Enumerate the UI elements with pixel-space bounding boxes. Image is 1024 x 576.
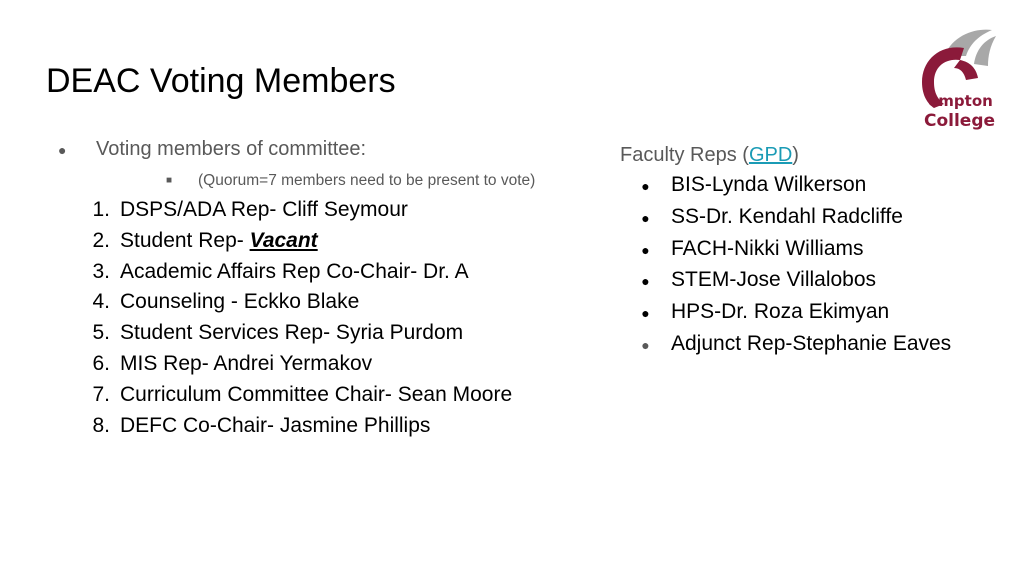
member-item (58, 349, 598, 380)
member-number: 6. (92, 351, 110, 375)
member-text (120, 380, 512, 411)
faculty-rep-item (620, 234, 1010, 266)
member-text (120, 411, 430, 442)
bullet-dot-icon: ● (641, 209, 650, 226)
member-item (58, 318, 598, 349)
bullet-dot-icon: ● (641, 241, 650, 258)
faculty-rep-name: Adjunct Rep-Stephanie Eaves (671, 331, 952, 355)
member-label: DSPS/ADA Rep- Cliff Seymour (120, 198, 408, 221)
member-item (58, 380, 598, 411)
member-item (58, 287, 598, 318)
faculty-reps-list (620, 170, 1010, 361)
faculty-rep-item (620, 329, 1010, 361)
member-item (58, 195, 598, 226)
voting-members-list (58, 195, 598, 441)
member-number: 7. (92, 382, 110, 406)
square-bullet-icon: ■ (166, 175, 173, 186)
faculty-rep-name: HPS-Dr. Roza Ekimyan (671, 300, 890, 324)
member-number: 5. (92, 321, 110, 345)
member-label: Student Services Rep- Syria Purdom (120, 321, 464, 345)
logo-text-line2: College (924, 111, 996, 131)
faculty-rep-name: STEM-Jose Villalobos (671, 268, 877, 292)
member-text (120, 226, 318, 257)
member-number: 8. (92, 413, 110, 437)
member-item (58, 411, 598, 442)
faculty-rep-item (620, 265, 1010, 297)
faculty-rep-item (620, 297, 1010, 329)
member-label: Student Rep- (120, 228, 250, 252)
compton-college-logo (914, 26, 1000, 138)
quorum-note: (Quorum=7 members need to be present to vote) (198, 172, 536, 189)
member-number: 4. (92, 290, 110, 314)
voting-members-bullet (58, 138, 598, 161)
voting-members-section (58, 138, 598, 441)
faculty-rep-item (620, 202, 1010, 234)
member-item (58, 257, 598, 288)
member-label: Counseling - Eckko Blake (120, 290, 360, 314)
bullet-dot-icon: ● (641, 178, 650, 194)
faculty-reps-section (620, 144, 1010, 361)
member-label: DEFC Co-Chair- Jasmine Phillips (120, 413, 431, 437)
faculty-rep-name: BIS-Lynda Wilkerson (671, 173, 867, 196)
bullet-dot-icon: ● (641, 273, 650, 290)
faculty-rep-name: SS-Dr. Kendahl Radcliffe (671, 204, 903, 228)
bullet-dot-icon: ● (641, 305, 650, 322)
member-label: Academic Affairs Rep Co-Chair- Dr. A (120, 259, 469, 283)
bullet-dot-icon: ● (641, 336, 650, 353)
faculty-reps-heading-suffix: ) (792, 144, 799, 166)
member-item (58, 226, 598, 257)
member-number: 3. (92, 259, 110, 283)
member-text (120, 257, 469, 288)
faculty-reps-heading-prefix: Faculty Reps ( (620, 144, 749, 166)
member-label: MIS Rep- Andrei Yermakov (120, 351, 373, 375)
faculty-reps-heading (620, 144, 1010, 167)
bullet-dot-icon: ● (58, 142, 67, 158)
faculty-rep-item (620, 170, 1010, 202)
member-label: Curriculum Committee Chair- Sean Moore (120, 382, 513, 406)
member-text (120, 287, 359, 318)
member-number: 1. (92, 198, 110, 221)
voting-members-label: Voting members of committee: (96, 138, 367, 160)
vacant-label: Vacant (249, 228, 318, 252)
member-text (120, 318, 463, 349)
slide-title: DEAC Voting Members (46, 62, 396, 100)
member-number: 2. (92, 228, 110, 252)
quorum-sub-bullet (166, 167, 598, 195)
logo-text-line1: ompton (928, 92, 993, 110)
member-text (120, 349, 372, 380)
member-text (120, 195, 408, 226)
faculty-rep-name: FACH-Nikki Williams (671, 236, 864, 260)
gpd-link[interactable]: GPD (748, 144, 793, 166)
